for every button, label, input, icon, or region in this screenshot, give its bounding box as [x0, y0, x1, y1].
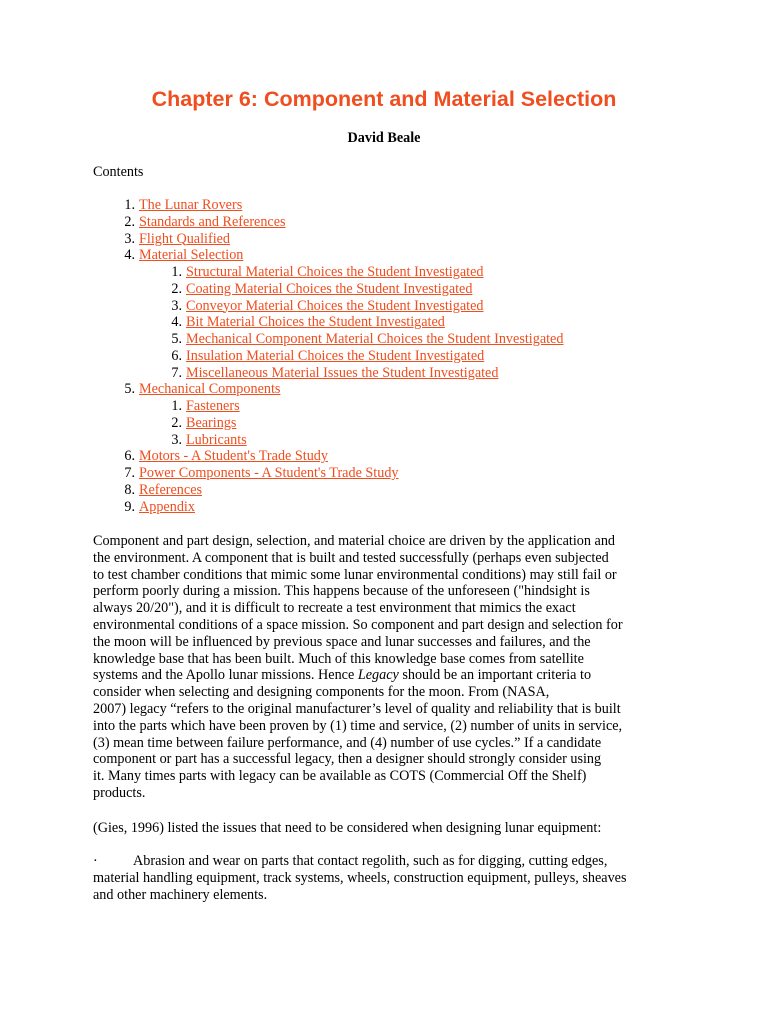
toc-item: [0, 298, 768, 315]
table-of-contents: [0, 197, 768, 515]
toc-item: [0, 247, 768, 264]
toc-item-number: 1.: [171, 264, 182, 280]
paragraph-line: the environment. A component that is built and tested successfully (perhaps even subjected: [93, 549, 609, 566]
toc-item: [0, 214, 768, 231]
paragraph-line: systems and the Apollo lunar missions. Hence Legacy should be an important criteria to: [93, 667, 592, 684]
toc-item-number: 1.: [171, 398, 182, 414]
bullet-line: and other machinery elements.: [93, 886, 268, 903]
paragraph-line: 2007) legacy “refers to the original manufacturer’s level of quality and reliability that is built: [93, 700, 621, 717]
toc-link[interactable]: Mechanical Components: [139, 381, 281, 398]
toc-link[interactable]: Miscellaneous Material Issues the Student Investigated: [186, 364, 499, 381]
toc-item-number: 5.: [171, 331, 182, 347]
bullet-text: Abrasion and wear on parts that contact regolith, such as for digging, cutting edges,: [133, 853, 608, 869]
toc-item: [0, 231, 768, 248]
toc-link[interactable]: Insulation Material Choices the Student Investigated: [186, 347, 485, 364]
toc-item: [0, 381, 768, 398]
chapter-title: Chapter 6: Component and Material Selection: [151, 87, 617, 111]
paragraph-line: always 20/20"), and it is difficult to recreate a test environment that mimics the exact: [93, 600, 576, 617]
toc-item: [0, 465, 768, 482]
toc-item-number: 5.: [124, 381, 135, 398]
paragraph-line: consider when selecting and designing components for the moon. From (NASA,: [93, 684, 550, 701]
toc-item: [0, 415, 768, 432]
toc-item: [0, 482, 768, 499]
toc-item: [0, 432, 768, 449]
paragraph-line: (3) mean time between failure performance, and (4) number of use cycles.” If a candidate: [93, 734, 602, 751]
toc-item-number: 6.: [171, 347, 182, 364]
bullet-line: material handling equipment, track systems, wheels, construction equipment, pulleys, sheaves: [93, 869, 627, 886]
toc-item: [0, 365, 768, 382]
paragraph-line: environmental conditions of a space mission. So component and part design and selection for: [93, 616, 623, 633]
toc-item-number: 3.: [171, 297, 182, 314]
toc-link[interactable]: Lubricants: [186, 431, 247, 448]
toc-item-number: 3.: [171, 431, 182, 448]
toc-link[interactable]: Appendix: [139, 498, 195, 515]
toc-item-number: 2.: [124, 213, 135, 230]
toc-item-number: 2.: [171, 414, 182, 431]
toc-link[interactable]: Structural Material Choices the Student Investigated: [186, 264, 484, 280]
toc-item: [0, 331, 768, 348]
toc-item-number: 1.: [124, 197, 135, 213]
toc-link[interactable]: Material Selection: [139, 247, 244, 264]
toc-link[interactable]: Bit Material Choices the Student Investigated: [186, 314, 445, 331]
bullet-line: [93, 853, 693, 870]
toc-item-number: 6.: [124, 448, 135, 465]
toc-item: [0, 197, 768, 214]
paragraph-line: Component and part design, selection, and material choice are driven by the application and: [93, 533, 616, 549]
toc-link[interactable]: Flight Qualified: [139, 230, 231, 247]
paragraph-line: it. Many times parts with legacy can be available as COTS (Commercial Off the Shelf): [93, 768, 587, 785]
toc-item: [0, 264, 768, 281]
bullet-marker: ·: [93, 853, 98, 869]
toc-item-number: 4.: [124, 247, 135, 264]
toc-link[interactable]: Bearings: [186, 414, 237, 431]
toc-link[interactable]: Standards and References: [139, 213, 286, 230]
toc-item-number: 9.: [124, 498, 135, 515]
paragraph-line: to test chamber conditions that mimic some lunar environmental conditions) may still fail or: [93, 566, 617, 583]
gies-paragraph: (Gies, 1996) listed the issues that need to be considered when designing lunar equipment:: [93, 820, 602, 836]
paragraph-line: into the parts which have been proven by (1) time and service, (2) number of units in service,: [93, 717, 623, 734]
paragraph-line: knowledge base that has been built. Much of this knowledge base comes from satellite: [93, 650, 584, 667]
toc-item: [0, 398, 768, 415]
intro-paragraph: [93, 533, 693, 802]
toc-item-number: 8.: [124, 481, 135, 498]
paragraph-line: the moon will be influenced by previous space and lunar successes and failures, and the: [93, 633, 591, 650]
toc-link[interactable]: References: [139, 481, 203, 498]
toc-item: [0, 314, 768, 331]
paragraph-line: perform poorly during a mission. This happens because of the unforeseen ("hindsight is: [93, 583, 590, 600]
toc-link[interactable]: The Lunar Rovers: [139, 197, 243, 213]
toc-item: [0, 499, 768, 516]
contents-label: Contents: [93, 164, 144, 180]
toc-link[interactable]: Coating Material Choices the Student Investigated: [186, 280, 473, 297]
toc-item-number: 2.: [171, 280, 182, 297]
toc-item-number: 4.: [171, 314, 182, 331]
toc-item-number: 7.: [124, 465, 135, 481]
paragraph-line: products.: [93, 784, 146, 801]
toc-item: [0, 448, 768, 465]
toc-link[interactable]: Fasteners: [186, 398, 240, 414]
toc-link[interactable]: Conveyor Material Choices the Student Investigated: [186, 297, 484, 314]
toc-link[interactable]: Motors - A Student's Trade Study: [139, 448, 328, 465]
toc-item: [0, 281, 768, 298]
toc-item: [0, 348, 768, 365]
toc-item-number: 7.: [171, 364, 182, 381]
bullet-item: [93, 853, 693, 903]
paragraph-line: component or part has a successful legacy, then a designer should strongly consider using: [93, 751, 602, 768]
author-name: David Beale: [347, 130, 421, 146]
toc-link[interactable]: Mechanical Component Material Choices the Student Investigated: [186, 331, 564, 347]
toc-item-number: 3.: [124, 230, 135, 247]
toc-link[interactable]: Power Components - A Student's Trade Study: [139, 465, 399, 481]
